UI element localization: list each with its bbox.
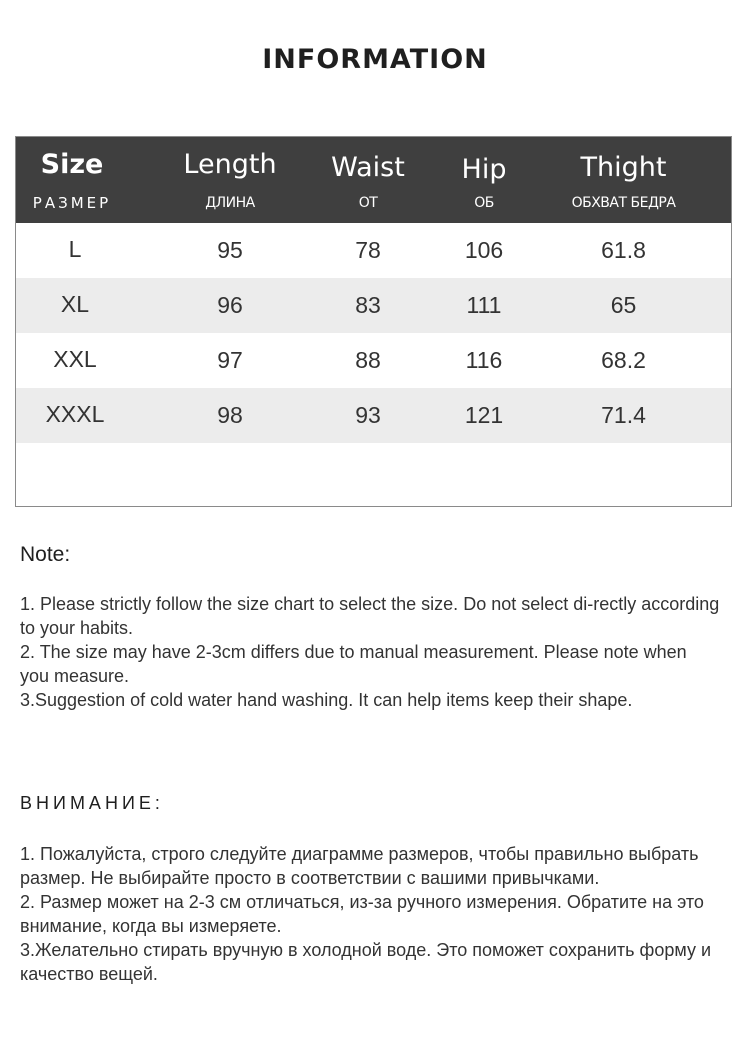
cell-hip: 121 xyxy=(464,402,504,428)
table-row xyxy=(16,278,731,333)
table-row xyxy=(16,223,731,278)
column-header-waist-ru: ОТ xyxy=(358,195,378,211)
column-header-size-en: Size xyxy=(40,149,104,180)
note-body xyxy=(20,592,720,712)
cell-length: 96 xyxy=(217,292,243,318)
note-ru-body xyxy=(20,842,730,986)
note-item: 1. Please strictly follow the size chart to select the size. Do not select di-rectly according to your habits. xyxy=(20,594,720,638)
table-row xyxy=(16,333,731,388)
note-ru-item: 2. Размер может на 2-3 см отличаться, из-за ручного измерения. Обратите на это внимание, когда вы измеряете. xyxy=(20,892,704,936)
cell-size: XXXL xyxy=(45,401,105,427)
cell-size: XXL xyxy=(53,346,97,372)
cell-waist: 78 xyxy=(355,237,381,263)
column-header-size xyxy=(16,137,128,223)
note-heading: Note: xyxy=(20,543,71,566)
table-header xyxy=(16,137,731,223)
cell-size: L xyxy=(68,236,82,262)
cell-thigh: 68.2 xyxy=(601,347,646,373)
cell-waist: 83 xyxy=(355,292,381,318)
cell-hip: 106 xyxy=(464,237,504,263)
column-header-length-ru: ДЛИНА xyxy=(205,195,255,211)
column-header-hip xyxy=(434,137,534,223)
note-ru-heading: ВНИМАНИЕ: xyxy=(20,793,164,813)
column-header-waist xyxy=(308,137,428,223)
cell-thigh: 65 xyxy=(610,292,637,318)
column-header-size-ru: РАЗМЕР xyxy=(32,194,112,212)
column-header-length-en: Length xyxy=(183,149,277,180)
column-header-hip-en: Hip xyxy=(461,154,507,185)
cell-length: 98 xyxy=(217,402,243,428)
note-item: 2. The size may have 2-3cm differs due to manual measurement. Please note when you measure. xyxy=(20,642,687,686)
column-header-thigh-en: Thight xyxy=(580,152,667,183)
cell-hip: 116 xyxy=(465,347,503,373)
column-header-hip-ru: ОБ xyxy=(474,195,494,211)
table-row xyxy=(16,388,731,443)
cell-size: XL xyxy=(60,291,90,317)
cell-hip: 111 xyxy=(466,292,502,318)
column-header-thigh-ru: ОБХВАТ БЕДРА xyxy=(571,195,676,211)
cell-thigh: 71.4 xyxy=(601,402,646,428)
note-item: 3.Suggestion of cold water hand washing. It can help items keep their shape. xyxy=(20,690,633,710)
cell-waist: 93 xyxy=(355,402,381,428)
note-ru-item: 3.Желательно стирать вручную в холодной воде. Это поможет сохранить форму и качество вещей. xyxy=(20,940,712,984)
column-header-thigh xyxy=(546,137,701,223)
note-ru-item: 1. Пожалуйста, строго следуйте диаграмме размеров, чтобы правильно выбрать размер. Не выбирайте просто в соответствии с вашими привычками. xyxy=(20,844,699,888)
page-title: INFORMATION xyxy=(262,44,488,75)
cell-thigh: 61.8 xyxy=(601,237,646,263)
cell-length: 95 xyxy=(217,237,243,263)
column-header-waist-en: Waist xyxy=(331,152,405,183)
column-header-length xyxy=(160,137,300,223)
size-chart-table xyxy=(15,136,732,507)
cell-length: 97 xyxy=(217,347,243,373)
cell-waist: 88 xyxy=(355,347,381,373)
